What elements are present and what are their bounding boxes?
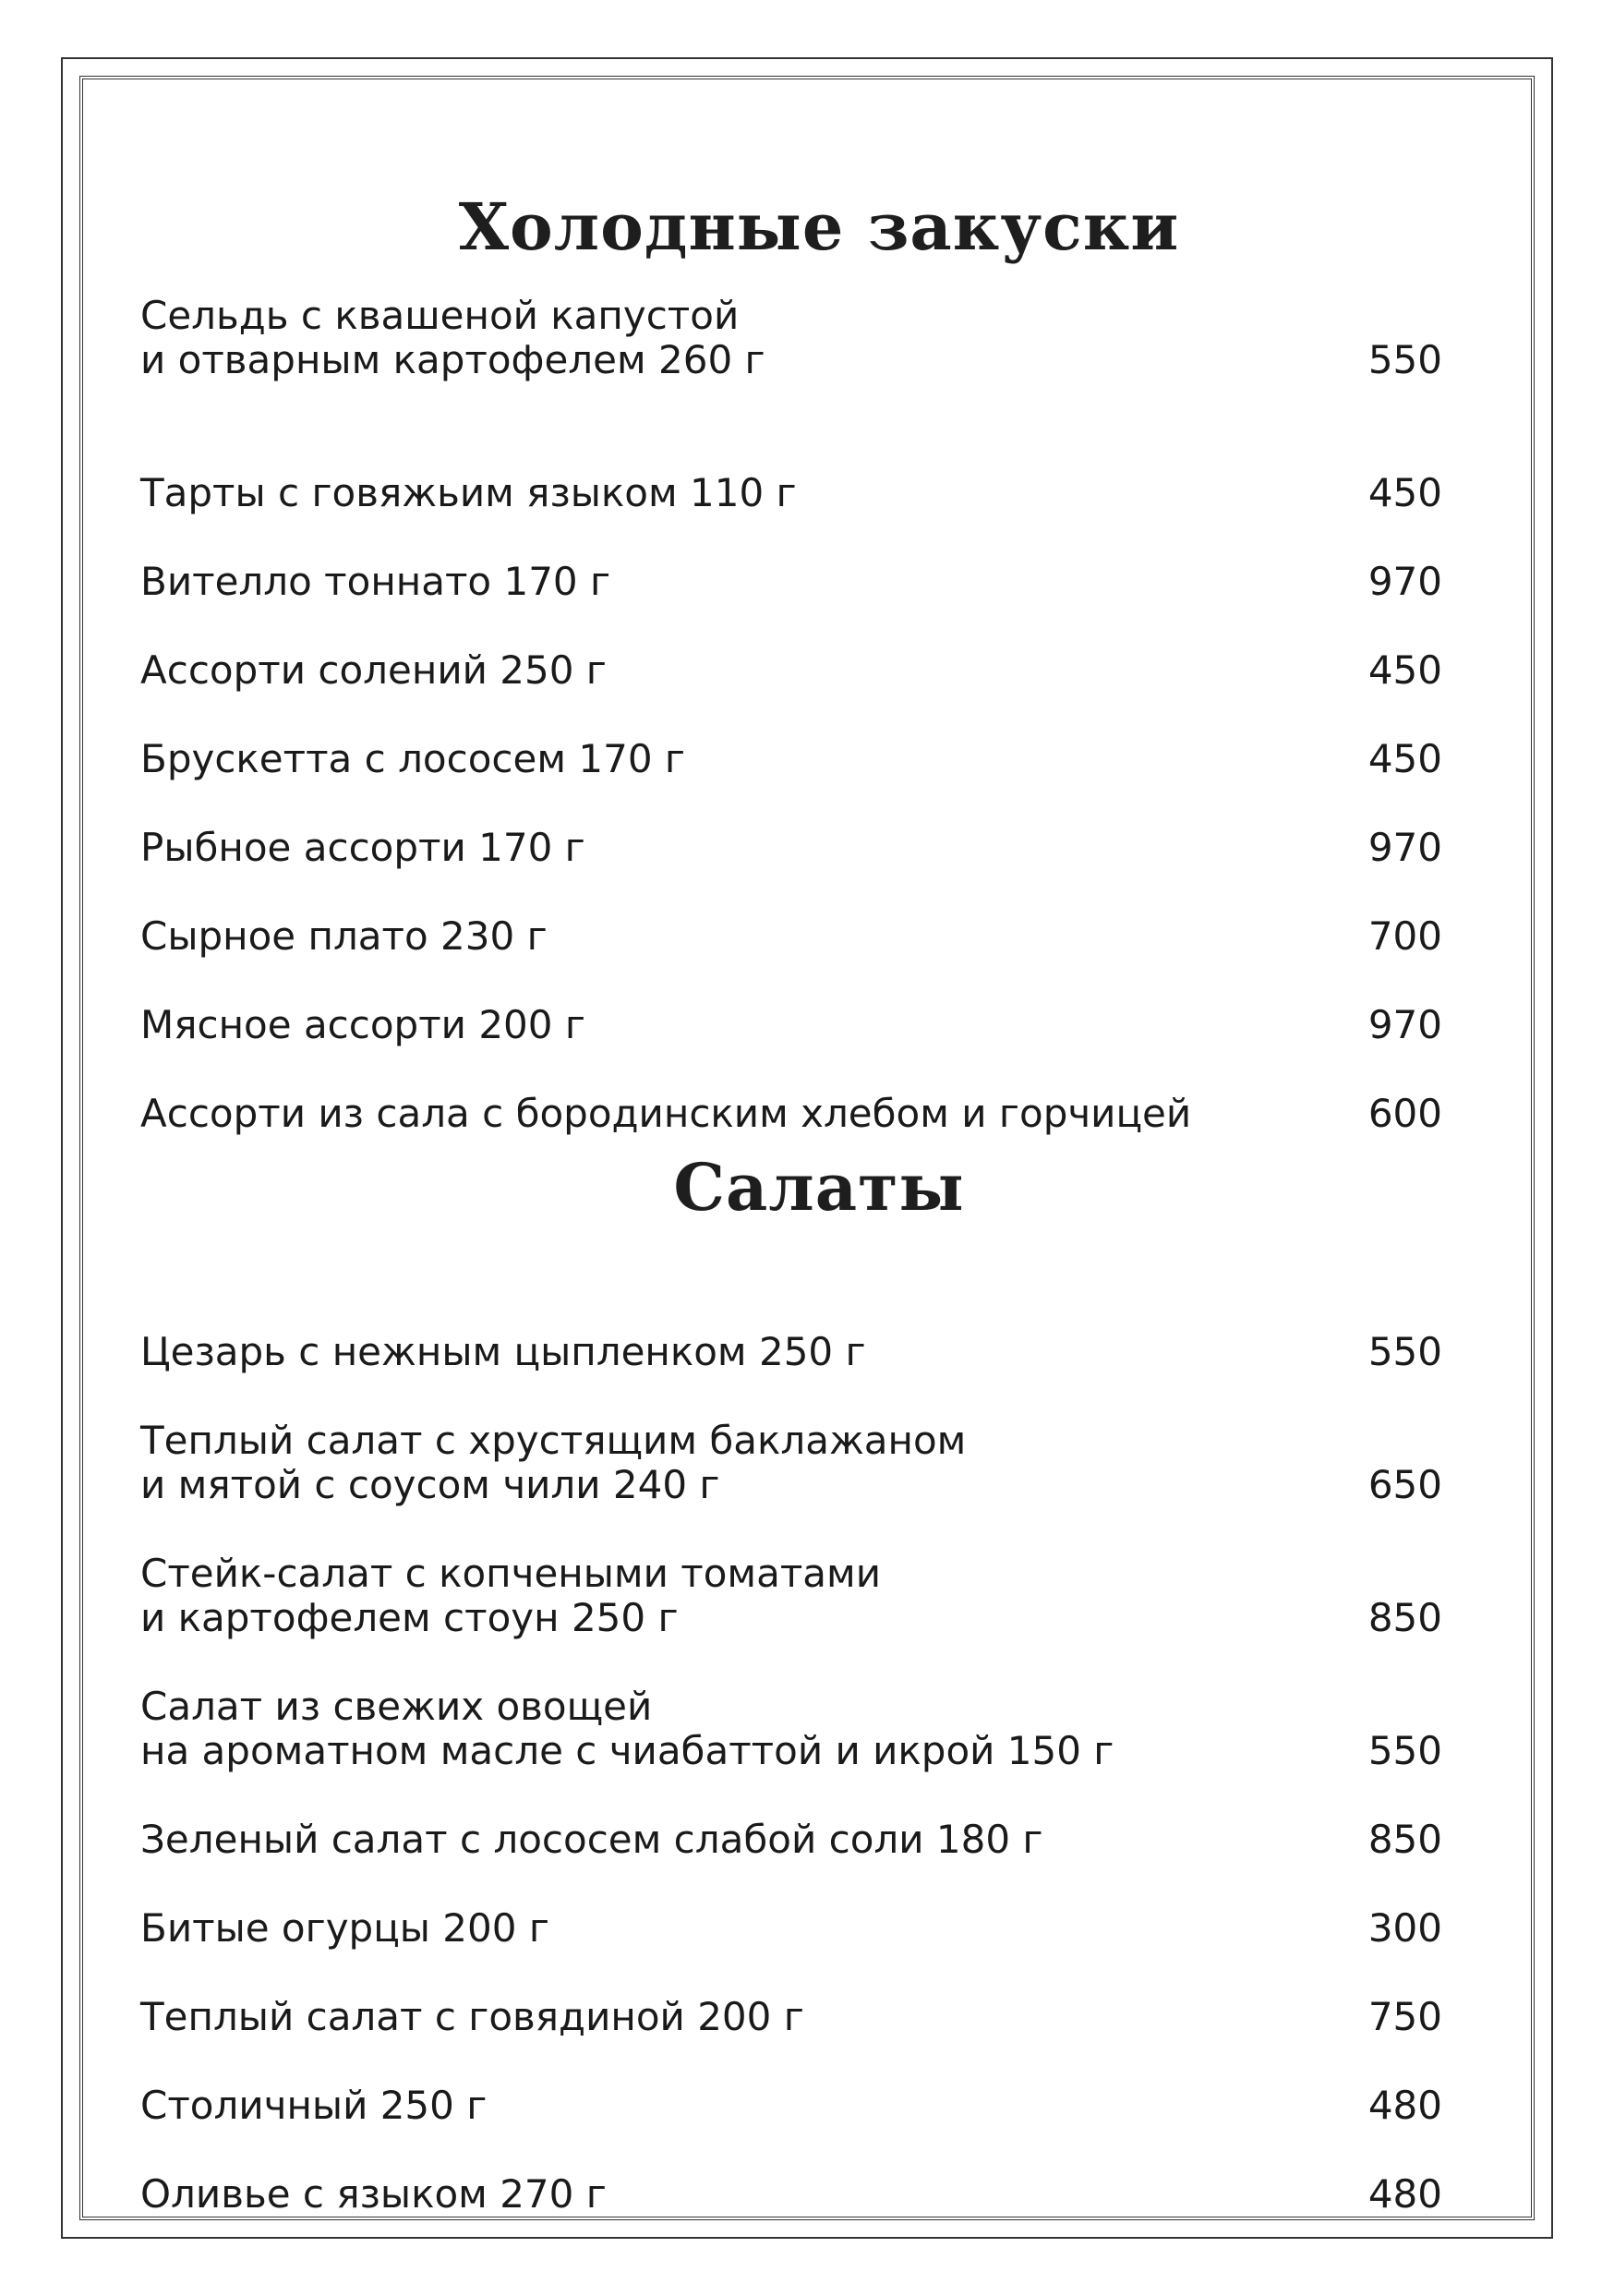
menu-item-price: 970	[1367, 825, 1442, 870]
menu-item-name: Стейк-салат с копчеными томатами и картофелем стоун 250 г	[140, 1551, 882, 1640]
menu-item	[140, 1047, 1498, 1136]
menu-item	[140, 515, 1498, 604]
menu-item-name: Теплый салат с говядиной 200 г	[140, 1994, 804, 2039]
menu-item-price: 600	[1367, 1091, 1442, 1136]
menu-item-price: 450	[1367, 647, 1442, 693]
menu-item	[140, 693, 1498, 781]
menu-item	[140, 870, 1498, 959]
menu-item	[140, 2039, 1498, 2128]
menu-item-price: 970	[1367, 1002, 1442, 1047]
menu-item-name: Теплый салат с хрустящим баклажаном и мятой с соусом чили 240 г	[140, 1418, 967, 1507]
menu-item-name: Сырное плато 230 г	[140, 913, 548, 959]
menu-item	[140, 1951, 1498, 2039]
menu-item-price: 450	[1367, 736, 1442, 781]
menu-item	[140, 1773, 1498, 1862]
menu-item	[140, 604, 1498, 693]
section-title-salads: Салаты	[673, 1149, 965, 1226]
menu-item-price: 700	[1367, 913, 1442, 959]
menu-item-name: Цезарь с нежным цыпленком 250 г	[140, 1329, 866, 1374]
menu-item-price: 480	[1367, 2083, 1442, 2128]
menu-item-price: 650	[1367, 1462, 1442, 1507]
menu-item	[140, 1862, 1498, 1951]
menu-item-price: 850	[1367, 1817, 1442, 1862]
menu-item-price: 450	[1367, 470, 1442, 515]
menu-item-name: Тарты с говяжьим языком 110 г	[140, 470, 797, 515]
section-title-cold-appetizers: Холодные закуски	[458, 188, 1180, 265]
menu-item	[140, 781, 1498, 870]
menu-item-name: Вителло тоннато 170 г	[140, 559, 611, 604]
menu-item	[140, 2128, 1498, 2217]
menu-item	[140, 1685, 1498, 1773]
menu-item-price: 550	[1367, 1728, 1442, 1773]
menu-item	[140, 1286, 1498, 1374]
menu-item-price: 970	[1367, 559, 1442, 604]
menu-item-price: 750	[1367, 1994, 1442, 2039]
menu-item-name: Брускетта с лососем 170 г	[140, 736, 685, 781]
menu-item	[140, 1419, 1498, 1507]
menu-item-price: 480	[1367, 2171, 1442, 2217]
menu-item-price: 550	[1367, 1329, 1442, 1374]
menu-item-name: Ассорти солений 250 г	[140, 647, 607, 693]
menu-item-name: Битые огурцы 200 г	[140, 1905, 549, 1951]
menu-item-price: 300	[1367, 1905, 1442, 1951]
menu-item	[140, 959, 1498, 1047]
menu-item-name: Зеленый салат с лососем слабой соли 180 г	[140, 1817, 1043, 1862]
menu-item-name: Рыбное ассорти 170 г	[140, 825, 585, 870]
menu-item-name: Мясное ассорти 200 г	[140, 1002, 585, 1047]
menu-item-name: Столичный 250 г	[140, 2083, 488, 2128]
menu-item-price: 550	[1367, 337, 1442, 382]
menu-item-name: Ассорти из сала с бородинским хлебом и горчицей	[140, 1091, 1192, 1136]
menu-item-price: 850	[1367, 1595, 1442, 1640]
menu-item-name: Салат из свежих овощей на ароматном масле с чиабаттой и икрой 150 г	[140, 1684, 1114, 1773]
menu-item	[140, 427, 1498, 515]
menu-item	[140, 294, 1498, 382]
menu-item	[140, 1552, 1498, 1640]
menu-item-name: Оливье с языком 270 г	[140, 2171, 607, 2217]
menu-item-name: Сельдь с квашеной капустой и отварным картофелем 260 г	[140, 293, 765, 382]
